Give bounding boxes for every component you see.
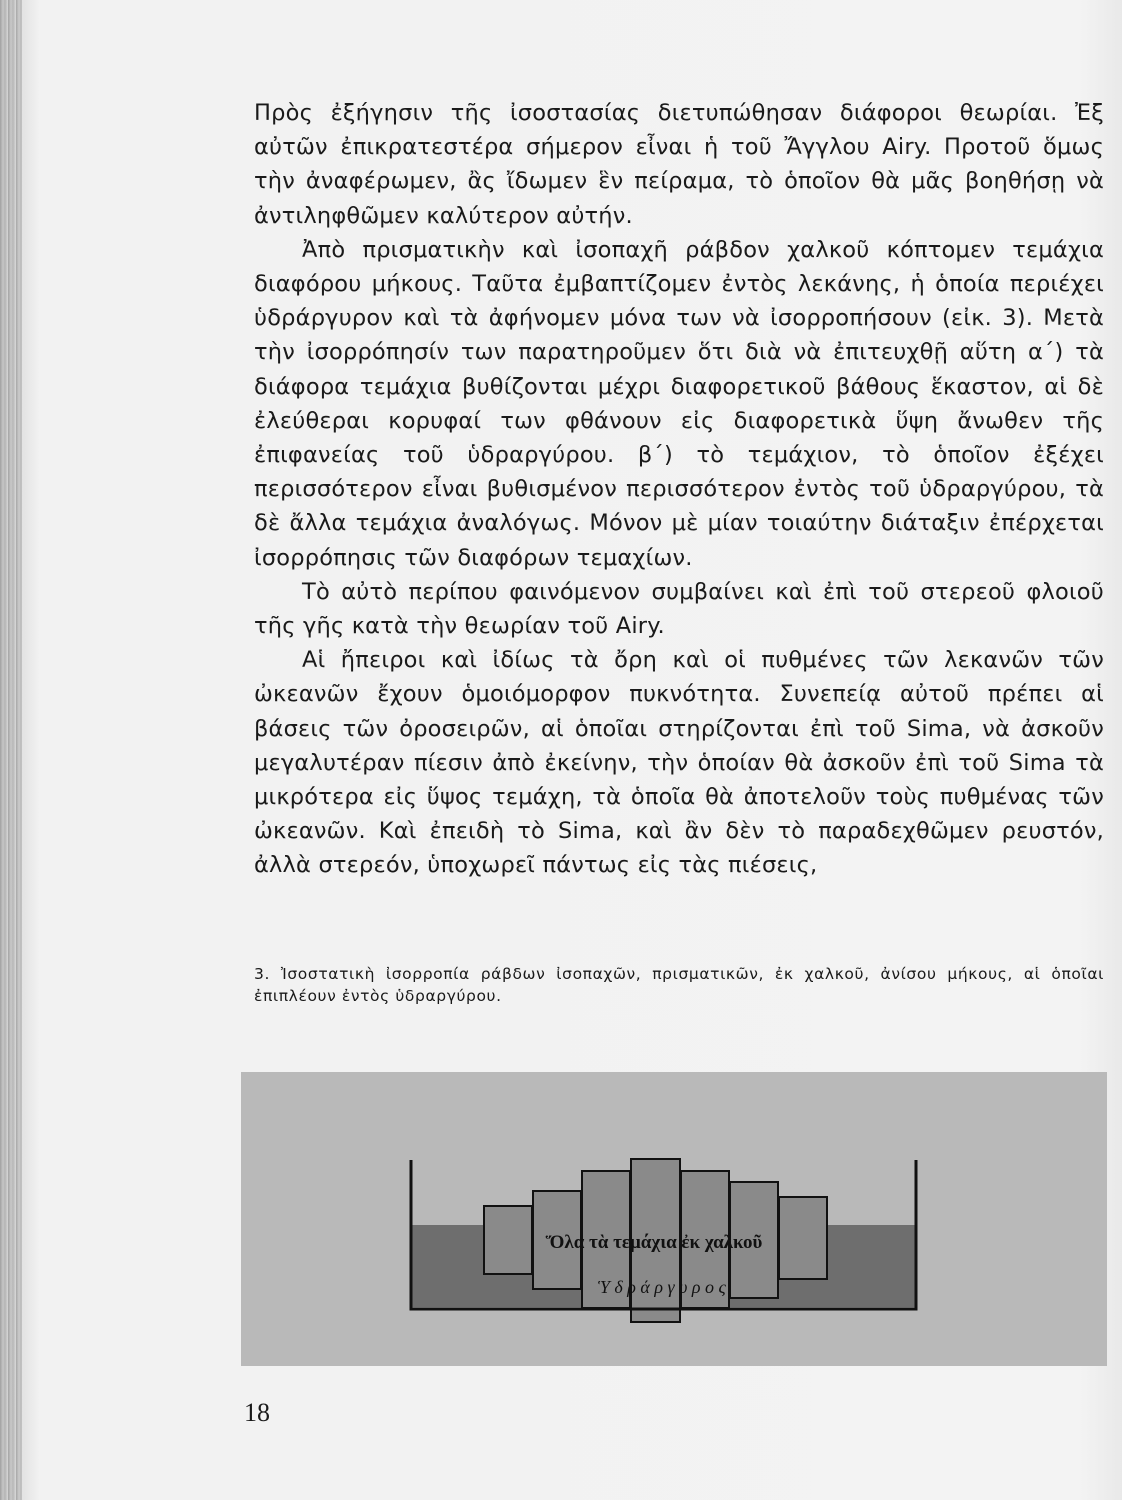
body-text	[254, 96, 1104, 883]
page-binding-edge	[0, 0, 22, 1500]
paragraph-3: Τὸ αὐτὸ περίπου φαινόμενον συμβαίνει καὶ ἐπὶ τοῦ στερεοῦ φλοιοῦ τῆς γῆς κατὰ τὴν θεωρίαν τοῦ Airy.	[254, 578, 1104, 640]
page-number: 18	[244, 1398, 270, 1427]
mercury-label: Ὑ δ ρ ά ρ γ υ ρ ο ς	[598, 1277, 726, 1297]
figure-illustration	[241, 1072, 1107, 1366]
paragraph-1: Πρὸς ἐξήγησιν τῆς ἰσοστασίας διετυπώθησαν διάφοροι θεωρίαι. Ἐξ αὐτῶν ἐπικρατεστέρα σήμερον εἶναι ἡ τοῦ Ἄγγλου Airy. Προτοῦ ὅμως τὴν ἀναφέρωμεν, ἂς ἴδωμεν ἓν πείραμα, τὸ ὁποῖον θὰ μᾶς βοηθήσῃ νὰ ἀντιληφθῶμεν καλύτερον αὐτήν.	[254, 100, 1104, 229]
figure-caption: 3. Ἰσοστατικὴ ἰσορροπία ράβδων ἰσοπαχῶν, πρισματικῶν, ἐκ χαλκοῦ, ἀνίσου μήκους, αἱ ὁποῖαι ἐπιπλέουν ἐντὸς ὑδραργύρου.	[254, 965, 1104, 1005]
rods-label: Ὅλα τὰ τεμάχια ἐκ χαλκοῦ	[545, 1232, 763, 1253]
figure-isostasy-experiment	[241, 1072, 1107, 1366]
copper-rod-7	[779, 1197, 827, 1279]
paragraph-4: Αἱ ἤπειροι καὶ ἰδίως τὰ ὄρη καὶ οἱ πυθμένες τῶν λεκανῶν τῶν ὠκεανῶν ἔχουν ὁμοιόμορφον πυκνότητα. Συνεπείᾳ αὐτοῦ πρέπει αἱ βάσεις τῶν ὀροσειρῶν, αἱ ὁποῖαι στηρίζονται ἐπὶ τοῦ Sima, νὰ ἀσκοῦν μεγαλυτέραν πίεσιν ἀπὸ ἐκείνην, τὴν ὁποίαν θὰ ἀσκοῦν ἐπὶ τοῦ Sima τὰ μικρότερα εἰς ὕψος τεμάχη, τὰ ὁποῖα θὰ ἀποτελοῦν τοὺς πυθμένας τῶν ὠκεανῶν. Καὶ ἐπειδὴ τὸ Sima, καὶ ἂν δὲν τὸ παραδεχθῶμεν ρευστόν, ἀλλὰ στερεόν, ὑποχωρεῖ πάντως εἰς τὰς πιέσεις,	[254, 647, 1104, 879]
copper-rod-1	[484, 1206, 532, 1274]
paragraph-2: Ἀπὸ πρισματικὴν καὶ ἰσοπαχῆ ράβδον χαλκοῦ κόπτομεν τεμάχια διαφόρου μήκους. Ταῦτα ἐμβαπτίζομεν ἐντὸς λεκάνης, ἡ ὁποία περιέχει ὑδράργυρον καὶ τὰ ἀφήνομεν μόνα των νὰ ἰσορροπήσουν (εἰκ. 3). Μετὰ τὴν ἰσορρόπησίν των παρατηροῦμεν ὅτι διὰ νὰ ἐπιτευχθῇ αὕτη α΄) τὰ διάφορα τεμάχια βυθίζονται μέχρι διαφορετικοῦ βάθους ἕκαστον, αἱ δὲ ἐλεύθεραι κορυφαί των φθάνουν εἰς διαφορετικὰ ὕψη ἄνωθεν τῆς ἐπιφανείας τοῦ ὑδραργύρου. β΄) τὸ τεμάχιον, τὸ ὁποῖον ἐξέχει περισσότερον εἶναι βυθισμένον περισσότερον ἐντὸς τοῦ ὑδραργύρου, τὰ δὲ ἄλλα τεμάχια ἀναλόγως. Μόνον μὲ μίαν τοιαύτην διάταξιν ἐπέρχεται ἰσορρόπησις τῶν διαφόρων τεμαχίων.	[254, 236, 1104, 571]
